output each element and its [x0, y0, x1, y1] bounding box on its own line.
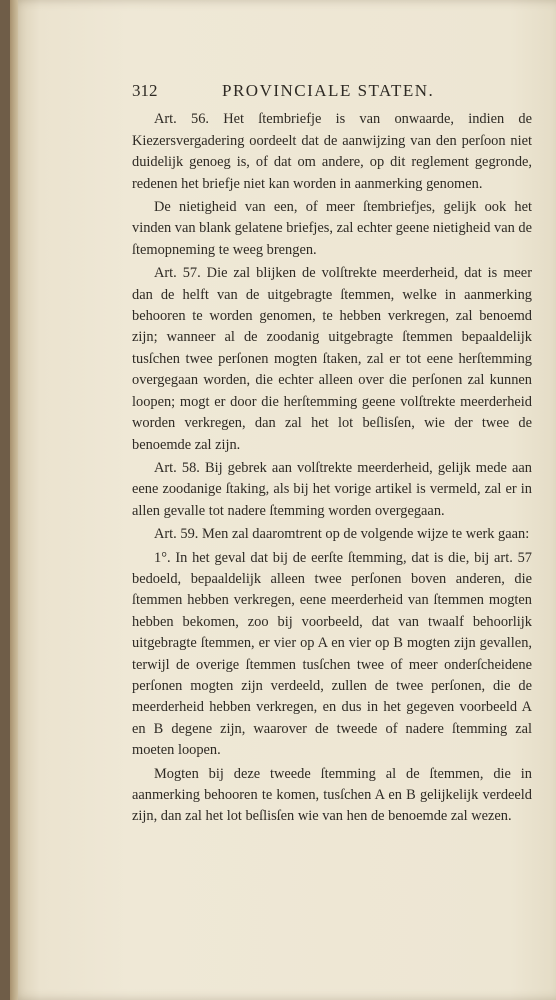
running-title: PROVINCIALE STATEN. — [222, 81, 435, 100]
book-page — [10, 0, 556, 1000]
page-header — [132, 80, 532, 101]
paragraph-clause-1: 1°. In het geval dat bij de eerſte ſtemming, dat is die, bij art. 57 bedoeld, bepaaldelijk alleen twee perſonen boven anderen, die ſtemmen hebben verkregen, eene meerderheid van ſtemmen mogten hebben bekomen, zoo bij voorbeeld, dat van twaalf behoorlijk uitgebragte ſtemmen, er vier op A en vier op B mogten zijn gevallen, terwijl de overige ſtemmen tusſchen twee of meer onderſcheidene perſonen mogten zijn verdeeld, zullen de twee perſonen, die de meerderheid hebben verkregen, en dus in het gegeven voorbeeld A en B degene zijn, waarover de tweede of nadere ſtemming zal moeten loopen. — [132, 549, 532, 759]
page-edge — [10, 0, 18, 1000]
paragraph-art-59: Art. 59. Men zal daaromtrent op de volgende wijze te werk gaan: — [154, 526, 530, 543]
paragraph-nietigheid: De nietigheid van een, of meer ſtembriefjes, gelijk ook het vinden van blank gelatene briefjes, zal echter geene nietigheid van de ſtemopneming te weeg brengen. — [132, 199, 532, 258]
page-content — [132, 80, 532, 830]
page-number: 312 — [132, 81, 158, 100]
paragraph-art-56: Art. 56. Het ſtembriefje is van onwaarde, indien de Kiezersvergadering oordeelt dat de aanwijzing van den perſoon niet duidelijk genoeg is, of dat om andere, op dit reglement gegronde, redenen het briefje niet kan worden in aanmerking genomen. — [132, 111, 532, 192]
paragraph-tweede-stemming: Mogten bij deze tweede ſtemming al de ſtemmen, die in aanmerking behooren te komen, tusſchen A en B gelijkelijk verdeeld zijn, dan zal het lot beſlisſen wie van hen de benoemde zal wezen. — [132, 765, 532, 825]
paragraph-art-57: Art. 57. Die zal blijken de volſtrekte meerderheid, dat is meer dan de helft van de uitgebragte ſtemmen, welke in aanmerking behooren te worden genomen, te hebben verkregen, zal benoemd zijn; wanneer al de zoodanig uitgebragte ſtemmen bepaaldelijk tusſchen twee perſonen mogten ſtaken, zal er tot eene herſtemming overgegaan worden, die echter alleen over die perſonen zal kunnen loopen; mogt er door die herſtemming geene volſtrekte meerderheid worden verkregen, dan zal het lot beſlisſen, wie der twee de benoemde zal zijn. — [132, 265, 532, 453]
paragraph-art-58: Art. 58. Bij gebrek aan volſtrekte meerderheid, gelijk mede aan eene zoodanige ſtaking, als bij het vorige artikel is vermeld, zal er in allen gevalle tot nadere ſtemming worden overgegaan. — [132, 459, 532, 519]
